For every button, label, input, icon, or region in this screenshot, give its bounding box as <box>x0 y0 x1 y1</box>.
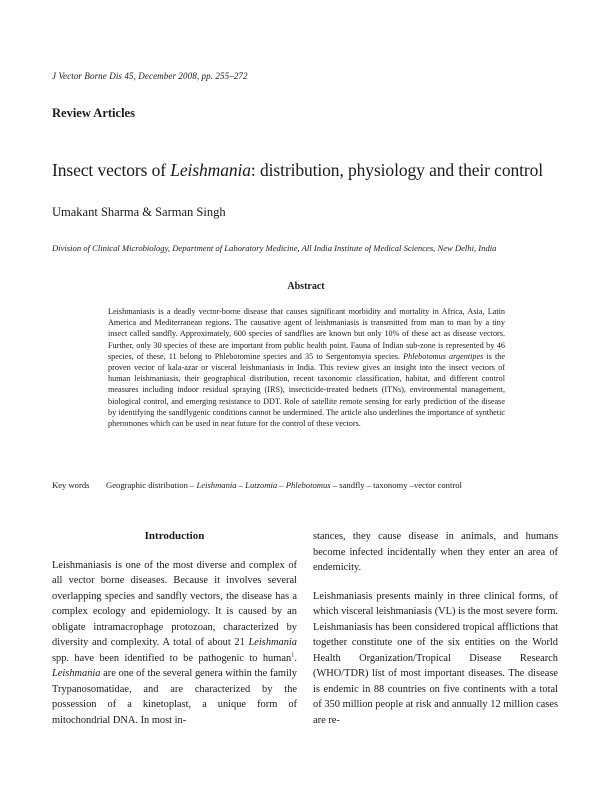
abstract-text-1: Leishmaniasis is a deadly vector-borne disease that causes significant morbidity and mortality in Africa, Asia, Latin America and Mediterranean regions. The causative agent of leishmaniasis is transmitted from man to man by a tiny insect called sandfly. Approximately, 600 species of sandflies are known but only 10% of these act as disease vectors. Further, only 30 species of these are important from public health point. Fauna of Indian sub-zone is represented by 46 species, of these, 11 belong to Phlebotomine species and 35 to Sergentomyia species. <box>108 307 505 361</box>
abstract-text-2: is the proven vector of kala-azar or visceral leishmaniasis in India. This review gives an insight into the insect vectors of human leishmaniasis, their geographical distribution, recent taxonomic classification, habitat, and different control measures including indoor residual spraying (IRS), insecticide-treated bednets (ITNs), environmental management, biological control, and emerging resistance to DDT. Role of satellite remote sensing for early prediction of the disease by identifying the sandflygenic conditions cannot be undermined. The article also underlines the importance of synthetic pheromones which can be used in near future for the control of these vectors. <box>108 351 506 429</box>
journal-citation: J Vector Borne Dis 45, December 2008, pp. 255–272 <box>52 71 248 81</box>
keywords-text-1: Geographic distribution – <box>106 480 197 490</box>
intro-p1-text-d: are one of the several genera within the family Trypanosomatidae, and are characterized by the possession of a kinetoplast, a unique form of mitochondrial DNA. In most in- <box>52 668 297 726</box>
intro-p1-text-a: Leishmaniasis is one of the most diverse and complex of all vector borne diseases. Because it involves several overlapping species and sandfly vectors, the disease has a complex ecology and epidemiology. It is caused by an obligate intramacrophage protozoan, characterized by diversity and complexity. A total of about 21 <box>52 559 297 648</box>
keywords-label: Key words <box>52 480 90 490</box>
title-genus: Leishmania <box>170 160 251 180</box>
title-prefix: Insect vectors of <box>52 160 171 180</box>
authors: Umakant Sharma & Sarman Singh <box>52 205 226 219</box>
keyword-phlebotomus: Phlebotomus <box>285 480 331 490</box>
intro-paragraph-1 <box>52 558 297 729</box>
intro-paragraph-2: stances, they cause disease in animals, and humans become infected incidentally when they enter an area of endemicity. <box>313 531 558 573</box>
intro-p1-text-c: . <box>294 652 297 664</box>
intro-p1-text-b: spp. have been identified to be pathogenic to human <box>52 652 292 664</box>
affiliation: Division of Clinical Microbiology, Department of Laboratory Medicine, All India Institute of Medical Sciences, New Delhi, India <box>52 243 497 253</box>
left-column <box>52 529 297 728</box>
abstract-species: Phlebotomus argentipes <box>403 351 484 361</box>
intro-p1-genus-2: Leishmania <box>52 668 101 679</box>
reference-marker: 1 <box>291 651 295 659</box>
abstract-body <box>108 306 505 429</box>
keyword-lutzomia: Lutzomia <box>245 480 278 490</box>
intro-p1-genus-1: Leishmania <box>248 637 297 648</box>
introduction-heading: Introduction <box>144 530 205 542</box>
abstract-heading: Abstract <box>287 281 325 292</box>
section-label: Review Articles <box>52 106 135 120</box>
right-column <box>313 529 558 728</box>
title-suffix: : distribution, physiology and their control <box>250 160 544 180</box>
keywords <box>52 480 572 490</box>
intro-paragraph-3: Leishmaniasis presents mainly in three clinical forms, of which visceral leishmaniasis (VL) is the most severe form. Leishmaniasis has been considered tropical afflictions that together constitute one of the six entities on the World Health Organization/Tropical Disease Research (WHO/TDR) list of most important diseases. The disease is endemic in 88 countries on five continents with a total of 350 million people at risk and annually 12 million cases are re- <box>313 590 558 726</box>
keyword-leishmania: Leishmania <box>196 480 237 490</box>
article-title <box>52 160 543 181</box>
keywords-sep-1: – <box>236 480 246 490</box>
keywords-text-2: – sandfly – taxonomy –vector control <box>330 480 462 490</box>
keywords-sep-2: – <box>277 480 286 490</box>
